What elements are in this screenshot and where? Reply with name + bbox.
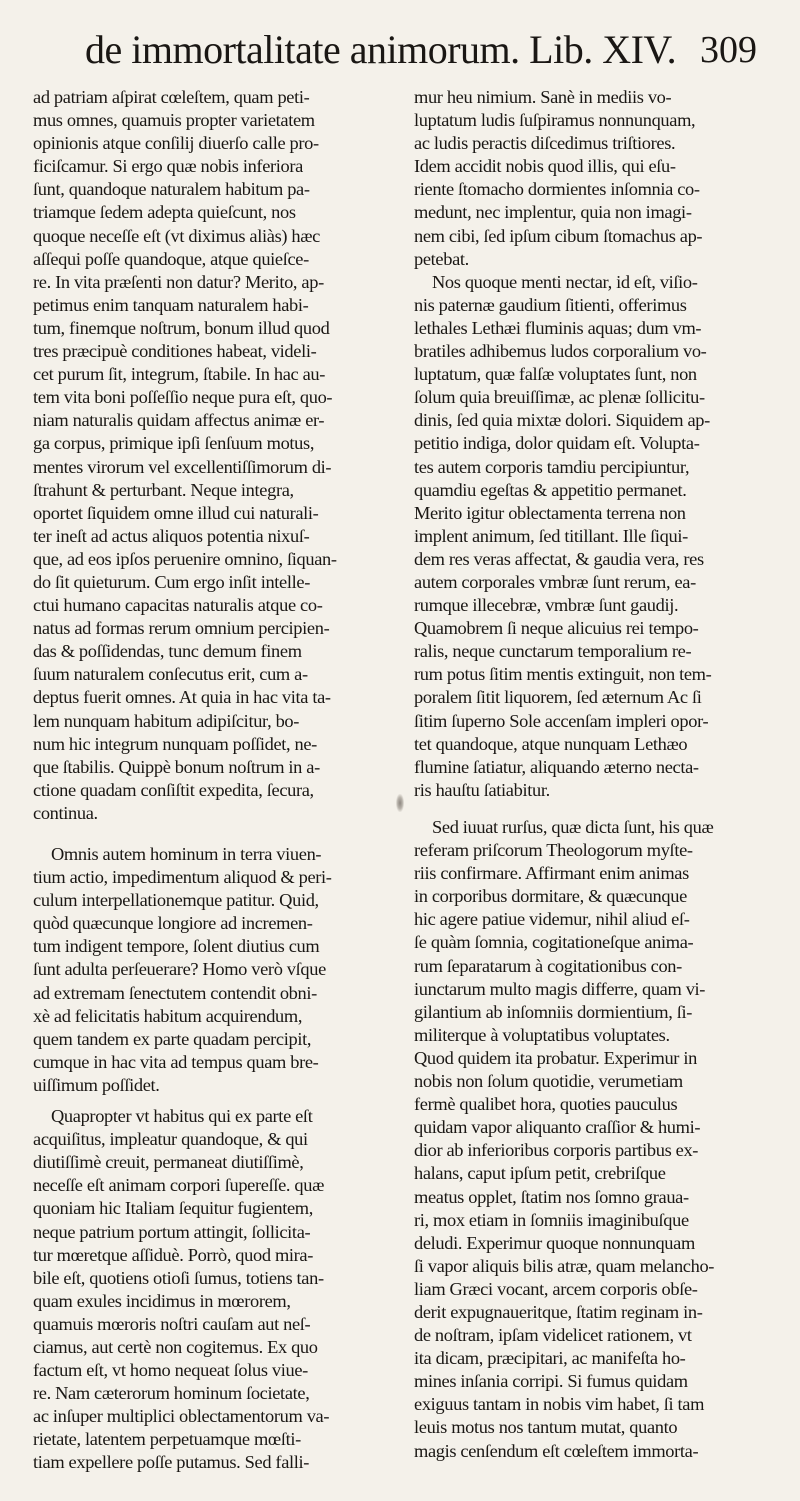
left-paragraph-3 [33,1105,395,1475]
text-line: ſi vapor aliquis bilis atræ, quam melancho- [414,1255,715,1276]
text-line: ſe quàm ſomnia, cogitationeſque anima- [414,932,694,953]
text-line: ad patriam aſpirat cœleſtem, quam peti- [33,87,310,107]
text-line: leuis motus nos tantum mutat, quanto [414,1417,678,1438]
text-line: ter ineſt ad actus aliquos potentia nixuſ- [33,525,310,546]
text-line: riis confirmare. Affirmant enim animas [414,863,689,884]
text-line: opinionis atque conſilij diuerſo calle pro- [33,133,319,154]
text-line: ralis, neque cunctarum temporalium re- [414,641,692,662]
right-column-lower [414,816,770,1463]
text-line: poralem ſitit liquorem, ſed æternum Ac ſi [414,687,702,708]
text-line: quamdiu egeſtas & appetitio permanet. [414,479,687,500]
text-line: Sed iuuat rurſus, quæ dicta ſunt, his quæ [432,817,714,837]
text-line: cet purum ſit, integrum, ſtabile. In hac au- [33,364,326,385]
text-line: dem res veras affectat, & gaudia vera, res [414,548,704,569]
text-line: medunt, nec implentur, quia non imagi- [414,202,692,223]
text-line: niam naturalis quidam affectus animæ er- [33,410,325,431]
text-line: luptatum ludis ſuſpiramus nonnunquam, [414,110,696,131]
text-line: gilantium ab inſomniis dormientium, ſi- [414,1001,693,1022]
text-line: mur heu nimium. Sanè in mediis vo- [414,87,672,107]
text-line: ac ludis peractis diſcedimus triſtiores. [414,133,676,154]
text-line: ga corpus, primique ipſi ſenſuum motus, [33,433,315,454]
text-line: ſunt, quandoque naturalem habitum pa- [33,179,310,200]
text-line: quoniam hic Italiam ſequitur fugientem, [33,1198,314,1219]
text-line: tem vita boni poſſeſſio neque pura eſt, quo- [33,387,333,408]
text-line: luptatum, quæ falſæ voluptates ſunt, non [414,364,697,385]
text-line: rietate, latentem perpetuamque mœſti- [33,1429,301,1450]
text-line: continua. [33,802,98,823]
text-line: flumine ſatiatur, aliquando æterno necta- [414,756,699,777]
text-line: quòd quæcunque longiore ad incremen- [33,913,313,934]
text-line: referam priſcorum Theologorum myſte- [414,840,693,861]
text-line: factum eſt, vt homo nequeat ſolus viue- [33,1360,308,1381]
text-line: lethales Lethæi fluminis aquas; dum vm- [414,317,702,338]
left-paragraph-2 [33,843,395,1097]
text-line: petimus enim tanquam naturalem habi- [33,294,309,315]
text-line: acquiſitus, impleatur quandoque, & qui [33,1129,308,1150]
text-line: magis cenſendum eſt cœleſtem immorta- [414,1440,699,1461]
page-number: 309 [700,29,757,71]
text-line: Idem accidit nobis quod illis, qui eſu- [414,156,676,177]
text-line: dior ab inferioribus corporis partibus ex- [414,1140,699,1161]
text-line: neceſſe eſt animam corpori ſupereſſe. quæ [33,1175,325,1196]
text-line: ficiſcamur. Si ergo quæ nobis inferiora [33,156,303,177]
text-line: deptus fuerit omnes. At quia in hac vita ta- [33,687,331,708]
text-line: implent animum, ſed titillant. Ille ſiqui- [414,525,688,546]
text-line: ſuum naturalem conſecutus erit, cum a- [33,664,308,685]
text-line: ac inſuper multiplici oblectamentorum va- [33,1406,330,1427]
right-column [414,86,770,802]
text-line: mentes virorum vel excellentiſſimorum di- [33,456,332,477]
text-line: re. In vita præſenti non datur? Merito, ap- [33,271,324,292]
text-line: in corporibus dormitare, & quæcunque [414,886,687,907]
text-line: Omnis autem hominum in terra viuen- [51,844,322,864]
text-line: aſſequi poſſe quandoque, atque quieſce- [33,248,309,269]
text-line: halans, caput ipſum petit, crebriſque [414,1163,666,1184]
text-line: nem cibi, ſed ipſum cibum ſtomachus ap- [414,225,703,246]
text-line: ri, mox etiam in ſomniis imaginibuſque [414,1209,689,1230]
text-line: rum ſeparatarum à cogitationibus con- [414,955,682,976]
text-line: quoque neceſſe eſt (vt diximus aliàs) hæc [33,225,320,246]
text-line: petebat. [414,248,469,269]
text-line: Nos quoque menti nectar, id eſt, viſio- [432,271,698,292]
text-line: que, ad eos ipſos peruenire omnino, ſiquan- [33,548,337,569]
text-line: ctui humano capacitas naturalis atque co- [33,595,323,616]
text-line: culum interpellationemque patitur. Quid, [33,890,319,911]
text-line: quam exules incidimus in mœrorem, [33,1290,291,1311]
text-line: tet quandoque, atque nunquam Lethæo [414,733,688,754]
text-line: derit expugnaueritque, ſtatim reginam in- [414,1301,703,1322]
text-line: nis paternæ gaudium ſitienti, offerimus [414,294,687,315]
text-line: ciamus, aut certè non cogitemus. Ex quo [33,1336,318,1357]
text-line: rum potus ſitim mentis extinguit, non tem- [414,664,712,685]
right-paragraph-2 [414,271,770,802]
text-line: oportet ſiquidem omne illud cui naturali- [33,502,319,523]
text-line: deludi. Experimur quoque nonnunquam [414,1232,695,1253]
text-line: tes autem corporis tamdiu percipiuntur, [414,456,690,477]
text-line: quidam vapor aliquanto craſſior & humi- [414,1117,701,1138]
text-line: exiguus tantam in nobis vim habet, ſi tam [414,1394,705,1415]
left-column [33,86,395,825]
text-line: nobis non ſolum quotidie, verumetiam [414,1071,683,1092]
text-line: bratiles adhibemus ludos corporalium vo- [414,341,707,362]
text-line: num hic integrum nunquam poſſidet, ne- [33,733,317,754]
text-line: ctione quadam conſiſtit expedita, ſecura, [33,779,314,800]
text-line: hic agere patiue videmur, nihil aliud eſ- [414,909,690,930]
text-line: militerque à voluptatibus voluptates. [414,1024,670,1045]
text-line: ſtrahunt & perturbant. Neque integra, [33,479,294,500]
text-line: Quapropter vt habitus qui ex parte eſt [51,1106,313,1127]
text-line: re. Nam cæterorum hominum ſocietate, [33,1383,310,1404]
text-line: fermè qualibet hora, quoties pauculus [414,1094,678,1115]
text-line: ita dicam, præcipitari, ac manifeſta ho- [414,1348,686,1369]
text-line: tum indigent tempore, ſolent diutius cum [33,936,320,957]
text-line: tres præcipuè conditiones habeat, videli- [33,341,317,362]
text-line: liam Græci vocant, arcem corporis obſe- [414,1278,698,1299]
text-line: natus ad formas rerum omnium percipien- [33,618,330,639]
text-line: do ſit quieturum. Cum ergo inſit intelle- [33,571,310,592]
text-line: meatus opplet, ſtatim nos ſomno graua- [414,1186,689,1207]
text-line: ad extremam ſenectutem contendit obni- [33,982,317,1003]
text-line: ſunt adulta perſeuerare? Homo verò vſque [33,959,326,980]
text-line: quem tandem ex parte quadam percipit, [33,1028,312,1049]
text-line: iunctarum multo magis differre, quam vi- [414,978,706,999]
text-line: Quod quidem ita probatur. Experimur in [414,1047,697,1068]
text-line: de noſtram, ipſam videlicet rationem, vt [414,1325,692,1346]
text-line: dinis, ſed quia mixtæ dolori. Siquidem ap- [414,410,710,431]
text-line: Merito igitur oblectamenta terrena non [414,502,686,523]
text-line: das & poſſidendas, tunc demum finem [33,641,302,662]
right-paragraph-1 [414,86,770,271]
text-line: tum, finemque noſtrum, bonum illud quod [33,317,330,338]
text-line: autem corporales vmbræ ſunt rerum, ea- [414,571,696,592]
text-line: petitio indiga, dolor quidam eſt. Volupta- [414,433,700,454]
text-line: uiſſimum poſſidet. [33,1074,160,1095]
text-line: Quamobrem ſi neque alicuius rei tempo- [414,618,699,639]
text-line: quamuis mœroris noſtri cauſam aut neſ- [33,1313,311,1334]
header-title: de immortalitate animorum. Lib. XIV. [85,27,677,72]
text-line: rumque illecebræ, vmbræ ſunt gaudij. [414,595,679,616]
text-line: bile eſt, quotiens otioſi ſumus, totiens tan- [33,1267,324,1288]
text-line: tur mœretque aſſiduè. Porrò, quod mira- [33,1244,314,1265]
text-line: ſolum quia breuiſſimæ, ac plenæ ſollicitu- [414,387,705,408]
text-line: xè ad felicitatis habitum acquirendum, [33,1005,303,1026]
running-header [0,18,800,80]
left-column-lower [33,843,395,1475]
text-line: que ſtabilis. Quippè bonum noſtrum in a- [33,756,320,777]
text-line: mines inſania corripi. Si fumus quidam [414,1371,688,1392]
text-line: riente ſtomacho dormientes inſomnia co- [414,179,700,200]
text-line: diutiſſimè creuit, permaneat diutiſſimè, [33,1152,304,1173]
right-paragraph-3 [414,816,770,1463]
text-line: ſitim ſuperno Sole accenſam implerі opor- [414,710,709,731]
text-line: neque patrium portum attingit, ſollicita- [33,1221,311,1242]
text-line: mus omnes, quamuis propter varietatem [33,110,315,131]
left-paragraph-1 [33,86,395,825]
ink-blot-mark [396,794,404,812]
text-line: tium actio, impedimentum aliquod & peri- [33,867,332,888]
text-line: lem nunquam habitum adipiſcitur, bo- [33,710,300,731]
text-line: tiam expellere poſſe putamus. Sed falli- [33,1452,310,1473]
text-line: triamque ſedem adepta quieſcunt, nos [33,202,296,223]
text-line: ris hauſtu ſatiabitur. [414,779,550,800]
text-line: cumque in hac vita ad tempus quam bre- [33,1051,319,1072]
